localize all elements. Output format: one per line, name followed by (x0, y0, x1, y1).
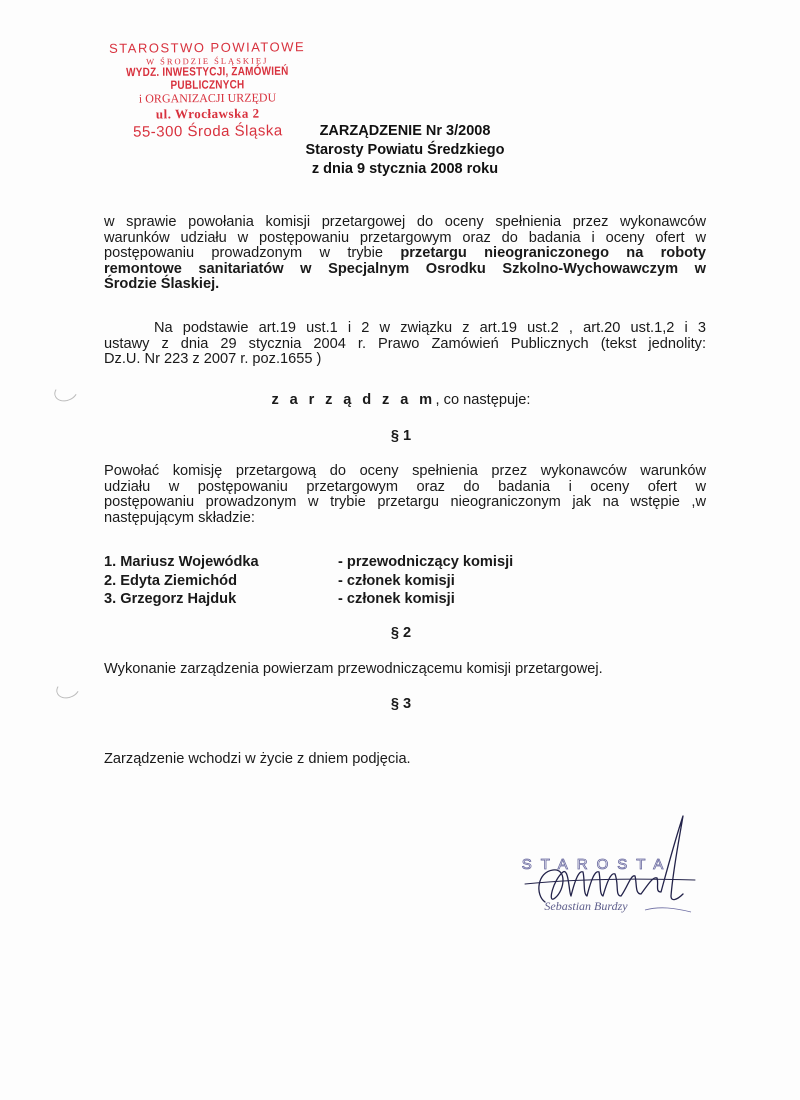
text-line: Powołać komisję przetargową do oceny spełnienia przez wykonawców warunków (104, 463, 706, 479)
stamp-line: 55-300 Środa Śląska (132, 122, 283, 141)
document-issuer: Starosty Powiatu Średzkiego (305, 142, 505, 158)
text-line: remontowe sanitariatów w Specjalnym Osrodku Szkolno-Wychowawczym w (104, 260, 706, 277)
text-line: Na podstawie art.19 ust.1 i 2 w związku z art.19 ust.2 , art.20 ust.1,2 i 3 (154, 320, 706, 336)
stamp-line: W ŚRODZIE ŚLĄSKIEJ (146, 55, 269, 67)
member-role: - członek komisji (338, 572, 455, 589)
document-date: z dnia 9 stycznia 2008 roku (311, 161, 499, 177)
list-item (104, 572, 513, 591)
member-name: 2. Edyta Ziemichód (104, 572, 237, 589)
committee-members-list (104, 553, 513, 609)
subject-paragraph (104, 215, 706, 293)
stamp-line: WYDZ. INWESTYCJI, ZAMÓWIEŃ PUBLICZNYCH (126, 65, 289, 93)
document-title: ZARZĄDZENIE Nr 3/2008 (319, 123, 491, 139)
decree-line (100, 392, 702, 408)
member-name: 1. Mariusz Wojewódka (104, 554, 259, 570)
text-line (104, 246, 706, 262)
list-item (104, 590, 513, 609)
text-line: warunków udziału w postępowaniu przetargowym oraz do badania i oceny ofert w (104, 229, 706, 246)
text-line: Środzie Ślaskiej. (104, 276, 220, 292)
text-span: postępowaniu prowadzonym w trybie (104, 245, 401, 261)
signature-stamp-name: Sebastian Burdzy (544, 899, 628, 913)
stamp-line: i ORGANIZACJI URZĘDU (138, 90, 277, 106)
list-item (104, 553, 513, 572)
text-line: udziału w postępowaniu przetargowym oraz do badania i oceny ofert w (104, 478, 706, 495)
section-3-text: Zarządzenie wchodzi w życie z dniem podjęcia. (104, 751, 411, 767)
signature-stamp-title: STAROSTA (521, 856, 673, 873)
section-2-text: Wykonanie zarządzenia powierzam przewodniczącemu komisji przetargowej. (104, 661, 603, 677)
text-span-bold: przetargu nieograniczonego na roboty (400, 245, 707, 261)
decree-rest: , co następuje: (435, 392, 531, 408)
signature-stamp (495, 810, 715, 920)
punch-hole (54, 676, 83, 701)
section-2-symbol: § 2 (390, 625, 412, 641)
member-role: - przewodniczący komisji (338, 554, 514, 570)
text-line: Dz.U. Nr 223 z 2007 r. poz.1655 ) (104, 351, 322, 367)
member-name: 3. Grzegorz Hajduk (104, 591, 237, 607)
section-1-paragraph (104, 464, 706, 526)
legal-basis-paragraph (104, 321, 706, 368)
text-line: w sprawie powołania komisji przetargowej do oceny spełnienia przez wykonawców (104, 214, 706, 230)
section-1-symbol: § 1 (390, 428, 412, 444)
section-3-symbol: § 3 (390, 696, 412, 712)
text-line: ustawy z dnia 29 stycznia 2004 r. Prawo Zamówień Publicznych (tekst jednolity: (104, 335, 706, 352)
stamp-line: STAROSTWO POWIATOWE (109, 39, 306, 56)
punch-hole (52, 379, 81, 404)
text-line: następującym składzie: (104, 509, 255, 526)
stamp-line: ul. Wrocławska 2 (155, 105, 260, 122)
text-line: postępowaniu prowadzonym w trybie przetargu nieograniczonym jak na wstępie ,w (104, 494, 706, 510)
member-role: - członek komisji (338, 591, 455, 607)
decree-word: z a r z ą d z a m (271, 392, 436, 408)
